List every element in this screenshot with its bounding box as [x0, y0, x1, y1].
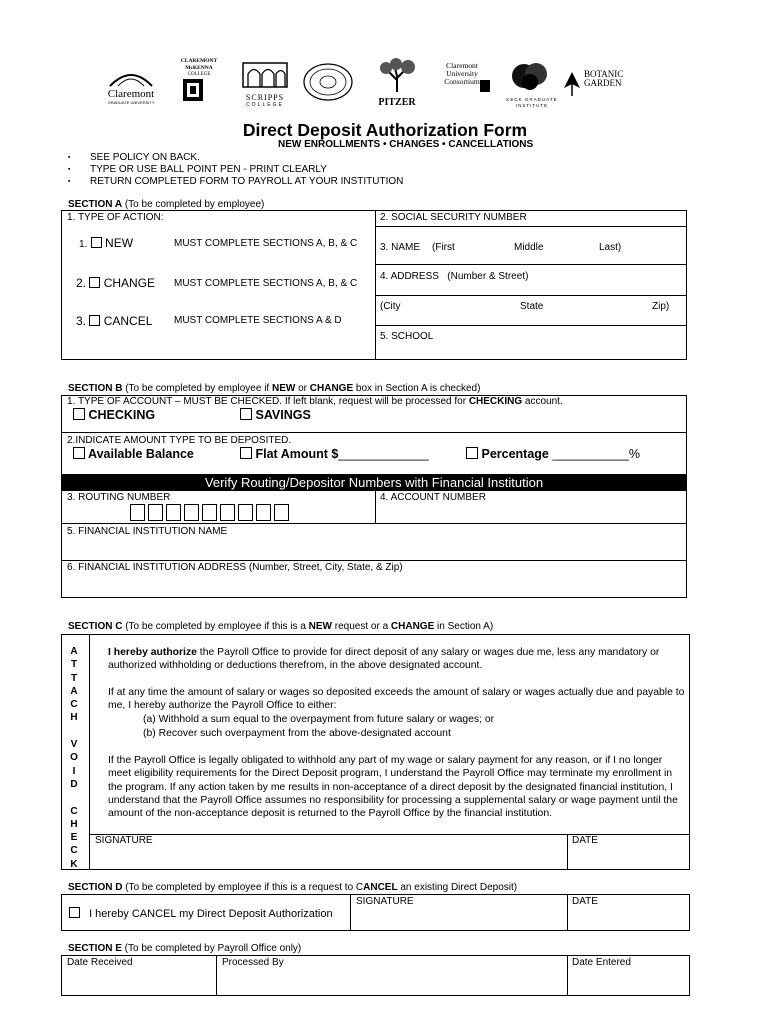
cancel-authorization-checkbox[interactable] — [69, 907, 80, 918]
routing-number-boxes[interactable] — [130, 504, 292, 521]
logo-text: BOTANIC GARDEN — [584, 69, 624, 88]
city-state-zip-field[interactable]: (City State Zip) — [380, 301, 670, 312]
available-balance-option[interactable] — [73, 447, 194, 461]
seal-icon — [302, 62, 354, 102]
logo-text: Claremont University Consortium — [444, 61, 480, 86]
flat-amount-option[interactable] — [240, 447, 429, 461]
overpayment-option-b: (b) Recover such overpayment from the above-designated account — [143, 728, 451, 739]
percentage-label: Percentage — [481, 447, 549, 461]
botanic-garden-logo — [562, 66, 632, 100]
leaf-icon — [562, 70, 582, 96]
cancel-authorization-option[interactable] — [69, 907, 333, 920]
institution-name-field[interactable]: 5. FINANCIAL INSTITUTION NAME — [67, 526, 228, 537]
name-field[interactable]: 3. NAME (First Middle Last) — [380, 242, 622, 253]
flat-amount-checkbox[interactable] — [240, 447, 252, 459]
account-number-field[interactable]: 4. ACCOUNT NUMBER — [380, 492, 486, 503]
option-number: 3. — [76, 314, 87, 328]
logo-subtext: COLLEGE — [187, 72, 211, 77]
percentage-blank[interactable]: ___________% — [548, 447, 640, 461]
flat-amount-label: Flat Amount $ — [255, 447, 339, 461]
change-checkbox[interactable] — [89, 277, 100, 288]
harvey-mudd-seal-logo — [302, 62, 354, 102]
checking-checkbox[interactable] — [73, 408, 85, 420]
address-field[interactable]: 4. ADDRESS (Number & Street) — [380, 271, 529, 282]
checking-label: CHECKING — [88, 408, 156, 422]
logo-text: CLAREMONT McKENNA — [180, 58, 218, 71]
checking-option[interactable] — [73, 408, 155, 422]
option-label: CHANGE — [103, 276, 156, 290]
routing-number-label: 3. ROUTING NUMBER — [67, 492, 171, 503]
action-cancel-option[interactable] — [76, 314, 152, 328]
savings-checkbox[interactable] — [240, 408, 252, 420]
percentage-option[interactable] — [466, 447, 640, 461]
institution-address-field[interactable]: 6. FINANCIAL INSTITUTION ADDRESS (Number, Street, City, State, & Zip) — [67, 562, 403, 573]
section-d-signature-field[interactable]: SIGNATURE — [356, 896, 414, 907]
claremont-university-consortium-logo — [430, 62, 494, 102]
logo-subtext: INSTITUTE — [515, 103, 549, 108]
logo-text: KECK GRADUATE — [506, 97, 558, 102]
available-balance-checkbox[interactable] — [73, 447, 85, 459]
ssn-field[interactable]: 2. SOCIAL SECURITY NUMBER — [380, 212, 527, 223]
savings-option[interactable] — [240, 408, 311, 422]
logo-subtext: COLLEGE — [246, 102, 284, 108]
cancel-requirement: MUST COMPLETE SECTIONS A & D — [174, 315, 342, 326]
percentage-checkbox[interactable] — [466, 447, 478, 459]
logo-text: SCRIPPS — [245, 93, 285, 102]
section-e-heading: SECTION E (To be completed by Payroll Office only) — [68, 943, 302, 954]
new-requirement: MUST COMPLETE SECTIONS A, B, & C — [174, 238, 358, 249]
overpayment-option-a: (a) Withhold a sum equal to the overpayment from future salary or wages; or — [143, 714, 495, 725]
action-change-option[interactable] — [76, 276, 155, 290]
shield-icon — [182, 78, 204, 102]
keck-circles-icon — [506, 60, 558, 92]
overpayment-paragraph: If at any time the amount of salary or wages so deposited exceeds the amount of salary or wages actually due and payable to me, I hereby authorize the Payroll Office to either: — [108, 687, 685, 712]
section-d-date-field[interactable]: DATE — [572, 896, 598, 907]
logo-text: PITZER — [378, 97, 416, 108]
cancel-authorization-label: I hereby CANCEL my Direct Deposit Authorization — [89, 908, 333, 920]
section-c-signature-field[interactable]: SIGNATURE — [95, 835, 153, 846]
date-received-field[interactable]: Date Received — [67, 957, 133, 968]
form-title: Direct Deposit Authorization Form — [242, 120, 528, 140]
keck-graduate-institute-logo — [506, 60, 558, 106]
pitzer-college-logo — [372, 58, 422, 106]
form-subtitle: NEW ENROLLMENTS • CHANGES • CANCELLATIONS — [278, 139, 534, 150]
scripps-college-logo — [240, 60, 290, 106]
logo-subtext: GRADUATE UNIVERSITY — [107, 100, 155, 105]
amount-type-label: 2.INDICATE AMOUNT TYPE TO BE DEPOSITED. — [67, 435, 292, 446]
section-c-date-field[interactable]: DATE — [572, 835, 598, 846]
type-of-action-label: 1. TYPE OF ACTION: — [67, 212, 164, 223]
scripps-arches-icon — [240, 60, 290, 88]
section-c-heading: SECTION C (To be completed by employee if this is a NEW request or a CHANGE in Section A) — [68, 621, 494, 632]
option-number: 1. — [79, 239, 88, 250]
crest-icon — [480, 80, 490, 92]
savings-label: SAVINGS — [255, 408, 311, 422]
section-a-heading: SECTION A (To be completed by employee) — [68, 199, 265, 210]
tree-icon — [372, 58, 422, 92]
section-d-heading: SECTION D (To be completed by employee if this is a request to CANCEL an existing Direct Deposit) — [68, 882, 518, 893]
flat-amount-blank[interactable]: _____________ — [338, 447, 429, 461]
action-new-option[interactable] — [79, 236, 133, 252]
account-type-label: 1. TYPE OF ACCOUNT – MUST BE CHECKED. If left blank, request will be processed for CHECKING account. — [67, 396, 563, 407]
cancel-checkbox[interactable] — [89, 315, 100, 326]
option-label: NEW — [105, 236, 134, 250]
claremont-mckenna-college-logo — [170, 58, 228, 104]
section-b-heading: SECTION B (To be completed by employee if NEW or CHANGE box in Section A is checked) — [68, 383, 481, 394]
termination-paragraph: If the Payroll Office is legally obligated to withhold any part of my wage or salary payment for any reason, or if I no longer meet eligibility requirements for the Direct Deposit program, I understand the Payroll Office may terminate my enrollment in the program. If any action taken by me results in non-acceptance of a direct deposit by the designated financial institution, I understand that the Payroll Office assumes no responsibility for processing a supplemental salary or wage payment until the amount of the non-acceptance deposit is returned to the Payroll Office by the financial institution. — [108, 755, 678, 820]
option-number: 2. — [76, 276, 87, 290]
processed-by-field[interactable]: Processed By — [222, 957, 284, 968]
authorization-paragraph: I hereby authorize the Payroll Office to provide for direct deposit of any salary or wages due me, less any mandatory or authorized withholding or deductions therefrom, in the above designated account. — [108, 647, 660, 672]
claremont-graduate-university-logo — [100, 66, 162, 106]
attach-void-check-label: A T T A C H V O I D C H E C K — [70, 646, 78, 870]
school-field[interactable]: 5. SCHOOL — [380, 331, 434, 342]
date-entered-field[interactable]: Date Entered — [572, 957, 631, 968]
verify-banner-text: Verify Routing/Depositor Numbers with Financial Institution — [204, 475, 544, 490]
available-balance-label: Available Balance — [88, 447, 194, 461]
new-checkbox[interactable] — [91, 237, 102, 248]
change-requirement: MUST COMPLETE SECTIONS A, B, & C — [174, 278, 358, 289]
claremont-arch-icon — [100, 66, 162, 88]
option-label: CANCEL — [103, 314, 153, 328]
logo-text: Claremont — [107, 88, 155, 100]
